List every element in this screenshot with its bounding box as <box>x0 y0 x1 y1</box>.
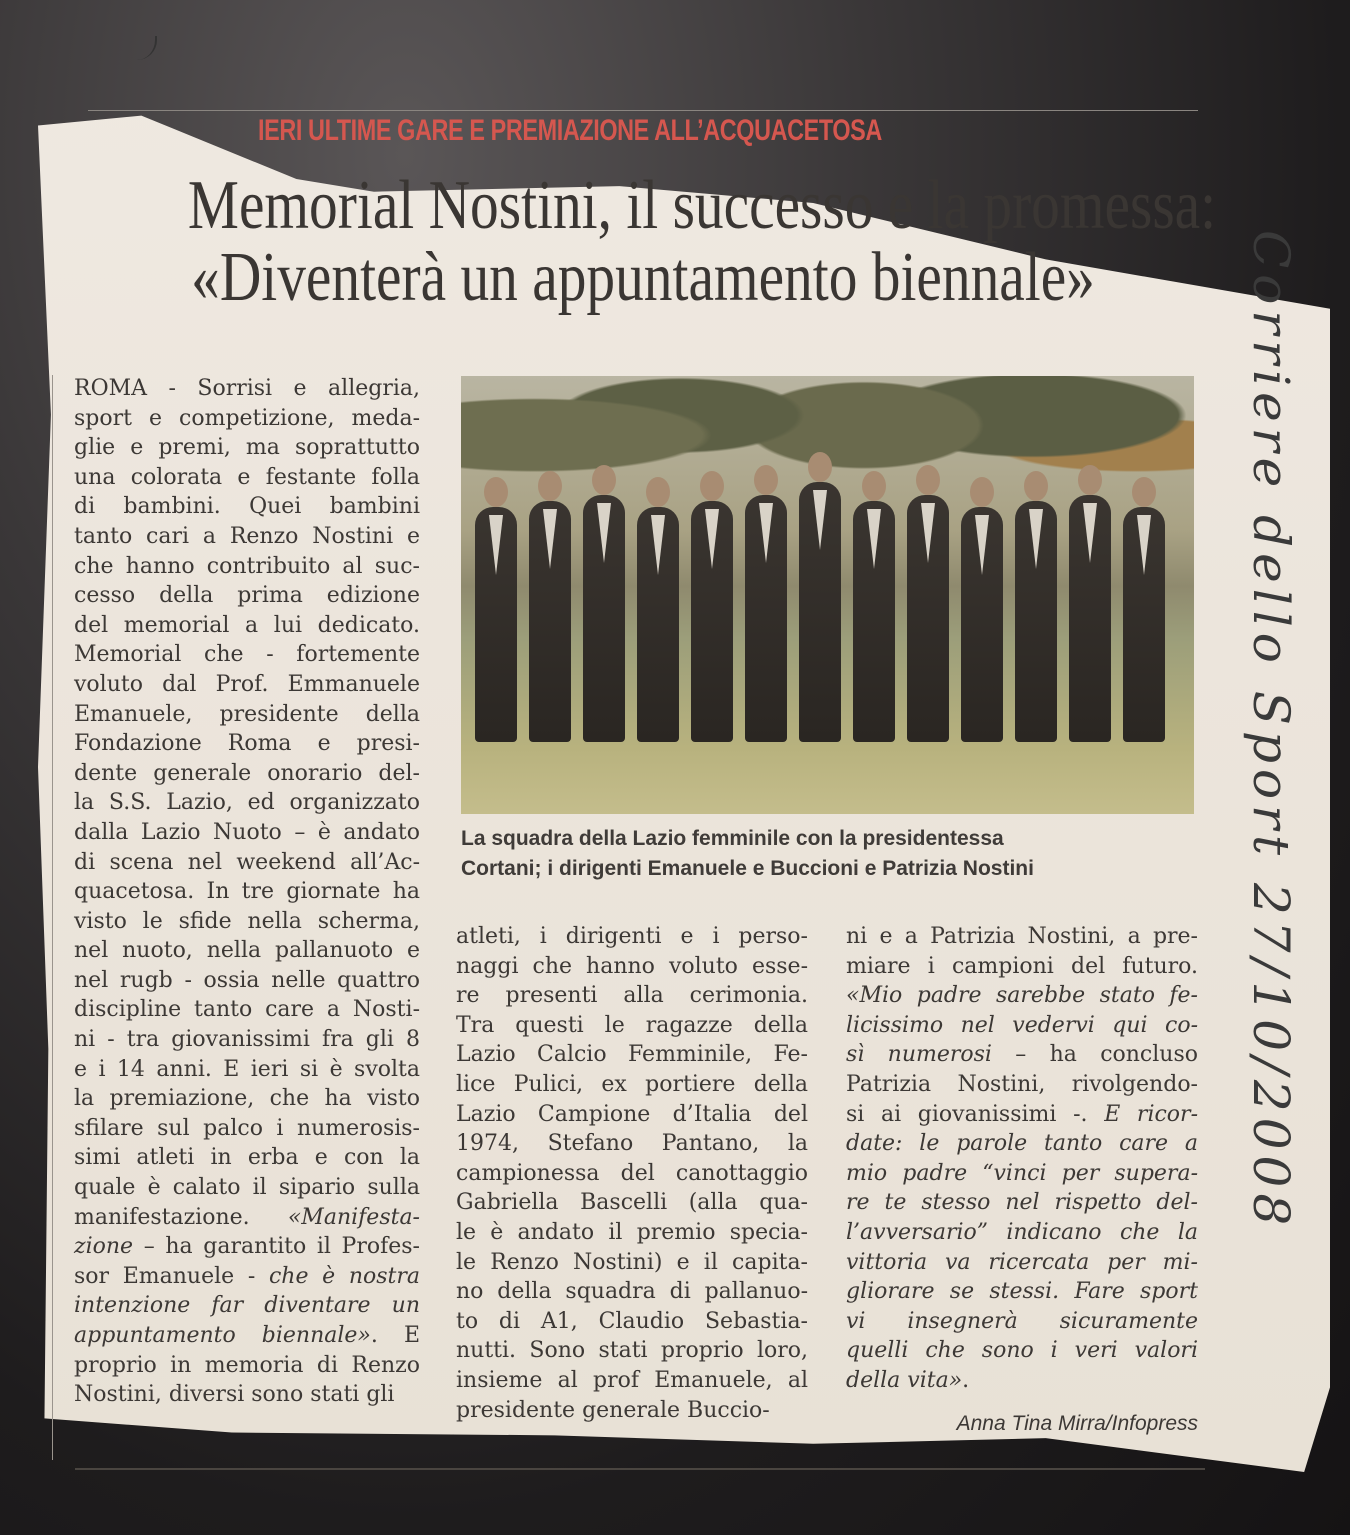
torn-corner-mark <box>95 36 157 60</box>
article-line: lice Pulici, ex portiere della <box>456 1071 808 1097</box>
article-column-1 <box>74 374 420 1410</box>
article-line: Gabriella Bascelli (alla qua- <box>456 1190 808 1216</box>
article-line: l’avversario” indicano che la <box>846 1219 1198 1245</box>
article-line: della vita». <box>846 1367 970 1393</box>
article-line: Nostini, diversi sono stati gli <box>74 1382 395 1408</box>
article-line: e i 14 anni. E ieri si è svolta <box>74 1056 420 1082</box>
article-line: «Mio padre sarebbe stato fe- <box>846 983 1198 1009</box>
article-line: del memorial a lui dedicato. <box>74 612 420 638</box>
article-line: sor Emanuele - che è nostra <box>74 1263 420 1289</box>
article-line: presidente generale Buccio- <box>456 1397 770 1423</box>
photo-person <box>1015 501 1057 742</box>
article-byline: Anna Tina Mirra/Infopress <box>956 1412 1198 1435</box>
photo-person <box>529 501 571 742</box>
photo-person <box>907 495 949 742</box>
article-line: glie e premi, ma soprattutto <box>74 435 420 461</box>
article-line: 1974, Stefano Pantano, la <box>456 1131 808 1157</box>
article-line: atleti, i dirigenti e i perso- <box>456 924 808 949</box>
article-line: appuntamento biennale». E <box>74 1323 420 1348</box>
article-line: re te stesso nel rispetto del- <box>846 1190 1198 1216</box>
photo-person <box>799 482 841 742</box>
article-photo <box>461 376 1194 814</box>
article-line: sfilare sul palco i numerosis- <box>74 1115 420 1141</box>
article-line: vittoria va ricercata per mi- <box>846 1249 1198 1275</box>
headline-line-1: Memorial Nostini, il successo e la promessa: <box>187 167 1217 244</box>
article-line: zione – ha garantito il Profes- <box>74 1234 420 1260</box>
article-line: dalla Lazio Nuoto – è andato <box>74 819 420 845</box>
article-column-3 <box>846 922 1198 1396</box>
article-line: Emanuele, presidente della <box>74 701 420 727</box>
article-line: le Renzo Nostini) e il capita- <box>456 1249 808 1275</box>
caption-line: La squadra della Lazio femminile con la presidentessa <box>461 827 1004 850</box>
article-line: Lazio Campione d’Italia del <box>456 1101 808 1127</box>
article-line: le è andato il premio specia- <box>456 1219 808 1245</box>
photo-person <box>961 507 1003 742</box>
article-line: licissimo nel vedervi qui co- <box>846 1012 1198 1038</box>
article-line: che hanno contribuito al suc- <box>74 553 420 579</box>
photo-person <box>583 495 625 742</box>
article-line: insieme al prof Emanuele, al <box>456 1367 808 1393</box>
article-kicker: IERI ULTIME GARE E PREMIAZIONE ALL’ACQUACETOSA <box>258 114 882 147</box>
article-line: re presenti alla cerimonia. <box>456 983 808 1009</box>
article-line: manifestazione. «Manifesta- <box>74 1204 420 1230</box>
article-column-2 <box>456 922 808 1425</box>
photo-person <box>475 507 517 742</box>
headline-line-2: «Diventerà un appuntamento biennale» <box>191 239 1095 316</box>
top-rule <box>88 110 1198 111</box>
photo-person <box>745 495 787 742</box>
article-line: discipline tanto care a Nosti- <box>74 997 420 1023</box>
article-line: naggi che hanno voluto esse- <box>456 953 808 979</box>
article-line: ROMA - Sorrisi e allegria, <box>74 376 420 401</box>
article-line: Tra questi le ragazze della <box>456 1012 808 1038</box>
article-line: intenzione far diventare un <box>74 1293 420 1319</box>
photo-person <box>1069 495 1111 742</box>
article-line: quacetosa. In tre giornate ha <box>74 879 420 905</box>
article-line: di bambini. Quei bambini <box>74 494 420 520</box>
article-line: si ai giovanissimi -. E ricor- <box>846 1101 1198 1127</box>
article-line: simi atleti in erba e con la <box>74 1145 420 1171</box>
bottom-rule <box>75 1468 1205 1470</box>
photo-person <box>1123 507 1165 742</box>
left-column-rule <box>52 375 53 1460</box>
article-line: Memorial che - fortemente <box>74 642 420 668</box>
article-line: mio padre “vinci per supera- <box>846 1160 1198 1186</box>
article-line: no della squadra di pallanuo- <box>456 1279 808 1305</box>
photo-caption <box>461 824 1201 884</box>
article-line: quale è calato il sipario sulla <box>74 1175 420 1201</box>
article-line: sport e competizione, meda- <box>74 405 420 431</box>
article-line: Fondazione Roma e presi- <box>74 731 420 757</box>
article-headline <box>187 167 1217 316</box>
article-line: ni e a Patrizia Nostini, a pre- <box>846 924 1198 949</box>
article-line: una colorata e festante folla <box>74 464 420 490</box>
article-line: Lazio Calcio Femminile, Fe- <box>456 1042 808 1068</box>
photo-person <box>637 507 679 742</box>
article-line: ni - tra giovanissimi fra gli 8 <box>74 1027 420 1053</box>
article-line: sì numerosi – ha concluso <box>846 1042 1198 1068</box>
article-line: gliorare se stessi. Fare sport <box>846 1279 1198 1305</box>
caption-line: Cortani; i dirigenti Emanuele e Buccioni e Patrizia Nostini <box>461 857 1034 880</box>
article-line: tanto cari a Renzo Nostini e <box>74 523 420 549</box>
article-line: cesso della prima edizione <box>74 583 420 609</box>
article-line: voluto dal Prof. Emmanuele <box>74 671 420 697</box>
article-line: dente generale onorario del- <box>74 760 420 786</box>
article-line: la S.S. Lazio, ed organizzato <box>74 790 420 816</box>
article-line: nutti. Sono stati proprio loro, <box>456 1338 808 1364</box>
article-line: Patrizia Nostini, rivolgendo- <box>846 1071 1198 1097</box>
article-line: date: le parole tanto care a <box>846 1131 1198 1157</box>
article-line: proprio in memoria di Renzo <box>74 1352 420 1378</box>
article-line: quelli che sono i veri valori <box>846 1338 1198 1364</box>
article-line: di scena nel weekend all’Ac- <box>74 849 420 875</box>
photo-person <box>691 501 733 742</box>
handwritten-annotation: Corriere dello Sport 27/10/2008 <box>1242 230 1300 1232</box>
article-line: nel rugb - ossia nelle quattro <box>74 967 420 993</box>
article-line: to di A1, Claudio Sebastia- <box>456 1308 808 1334</box>
article-line: miare i campioni del futuro. <box>846 953 1198 979</box>
article-line: nel nuoto, nella pallanuoto e <box>74 938 420 964</box>
article-line: la premiazione, che ha visto <box>74 1086 420 1112</box>
article-line: visto le sfide nella scherma, <box>74 908 420 934</box>
article-line: campionessa del canottaggio <box>456 1160 808 1186</box>
article-line: vi insegnerà sicuramente <box>846 1308 1198 1334</box>
photo-person <box>853 501 895 742</box>
